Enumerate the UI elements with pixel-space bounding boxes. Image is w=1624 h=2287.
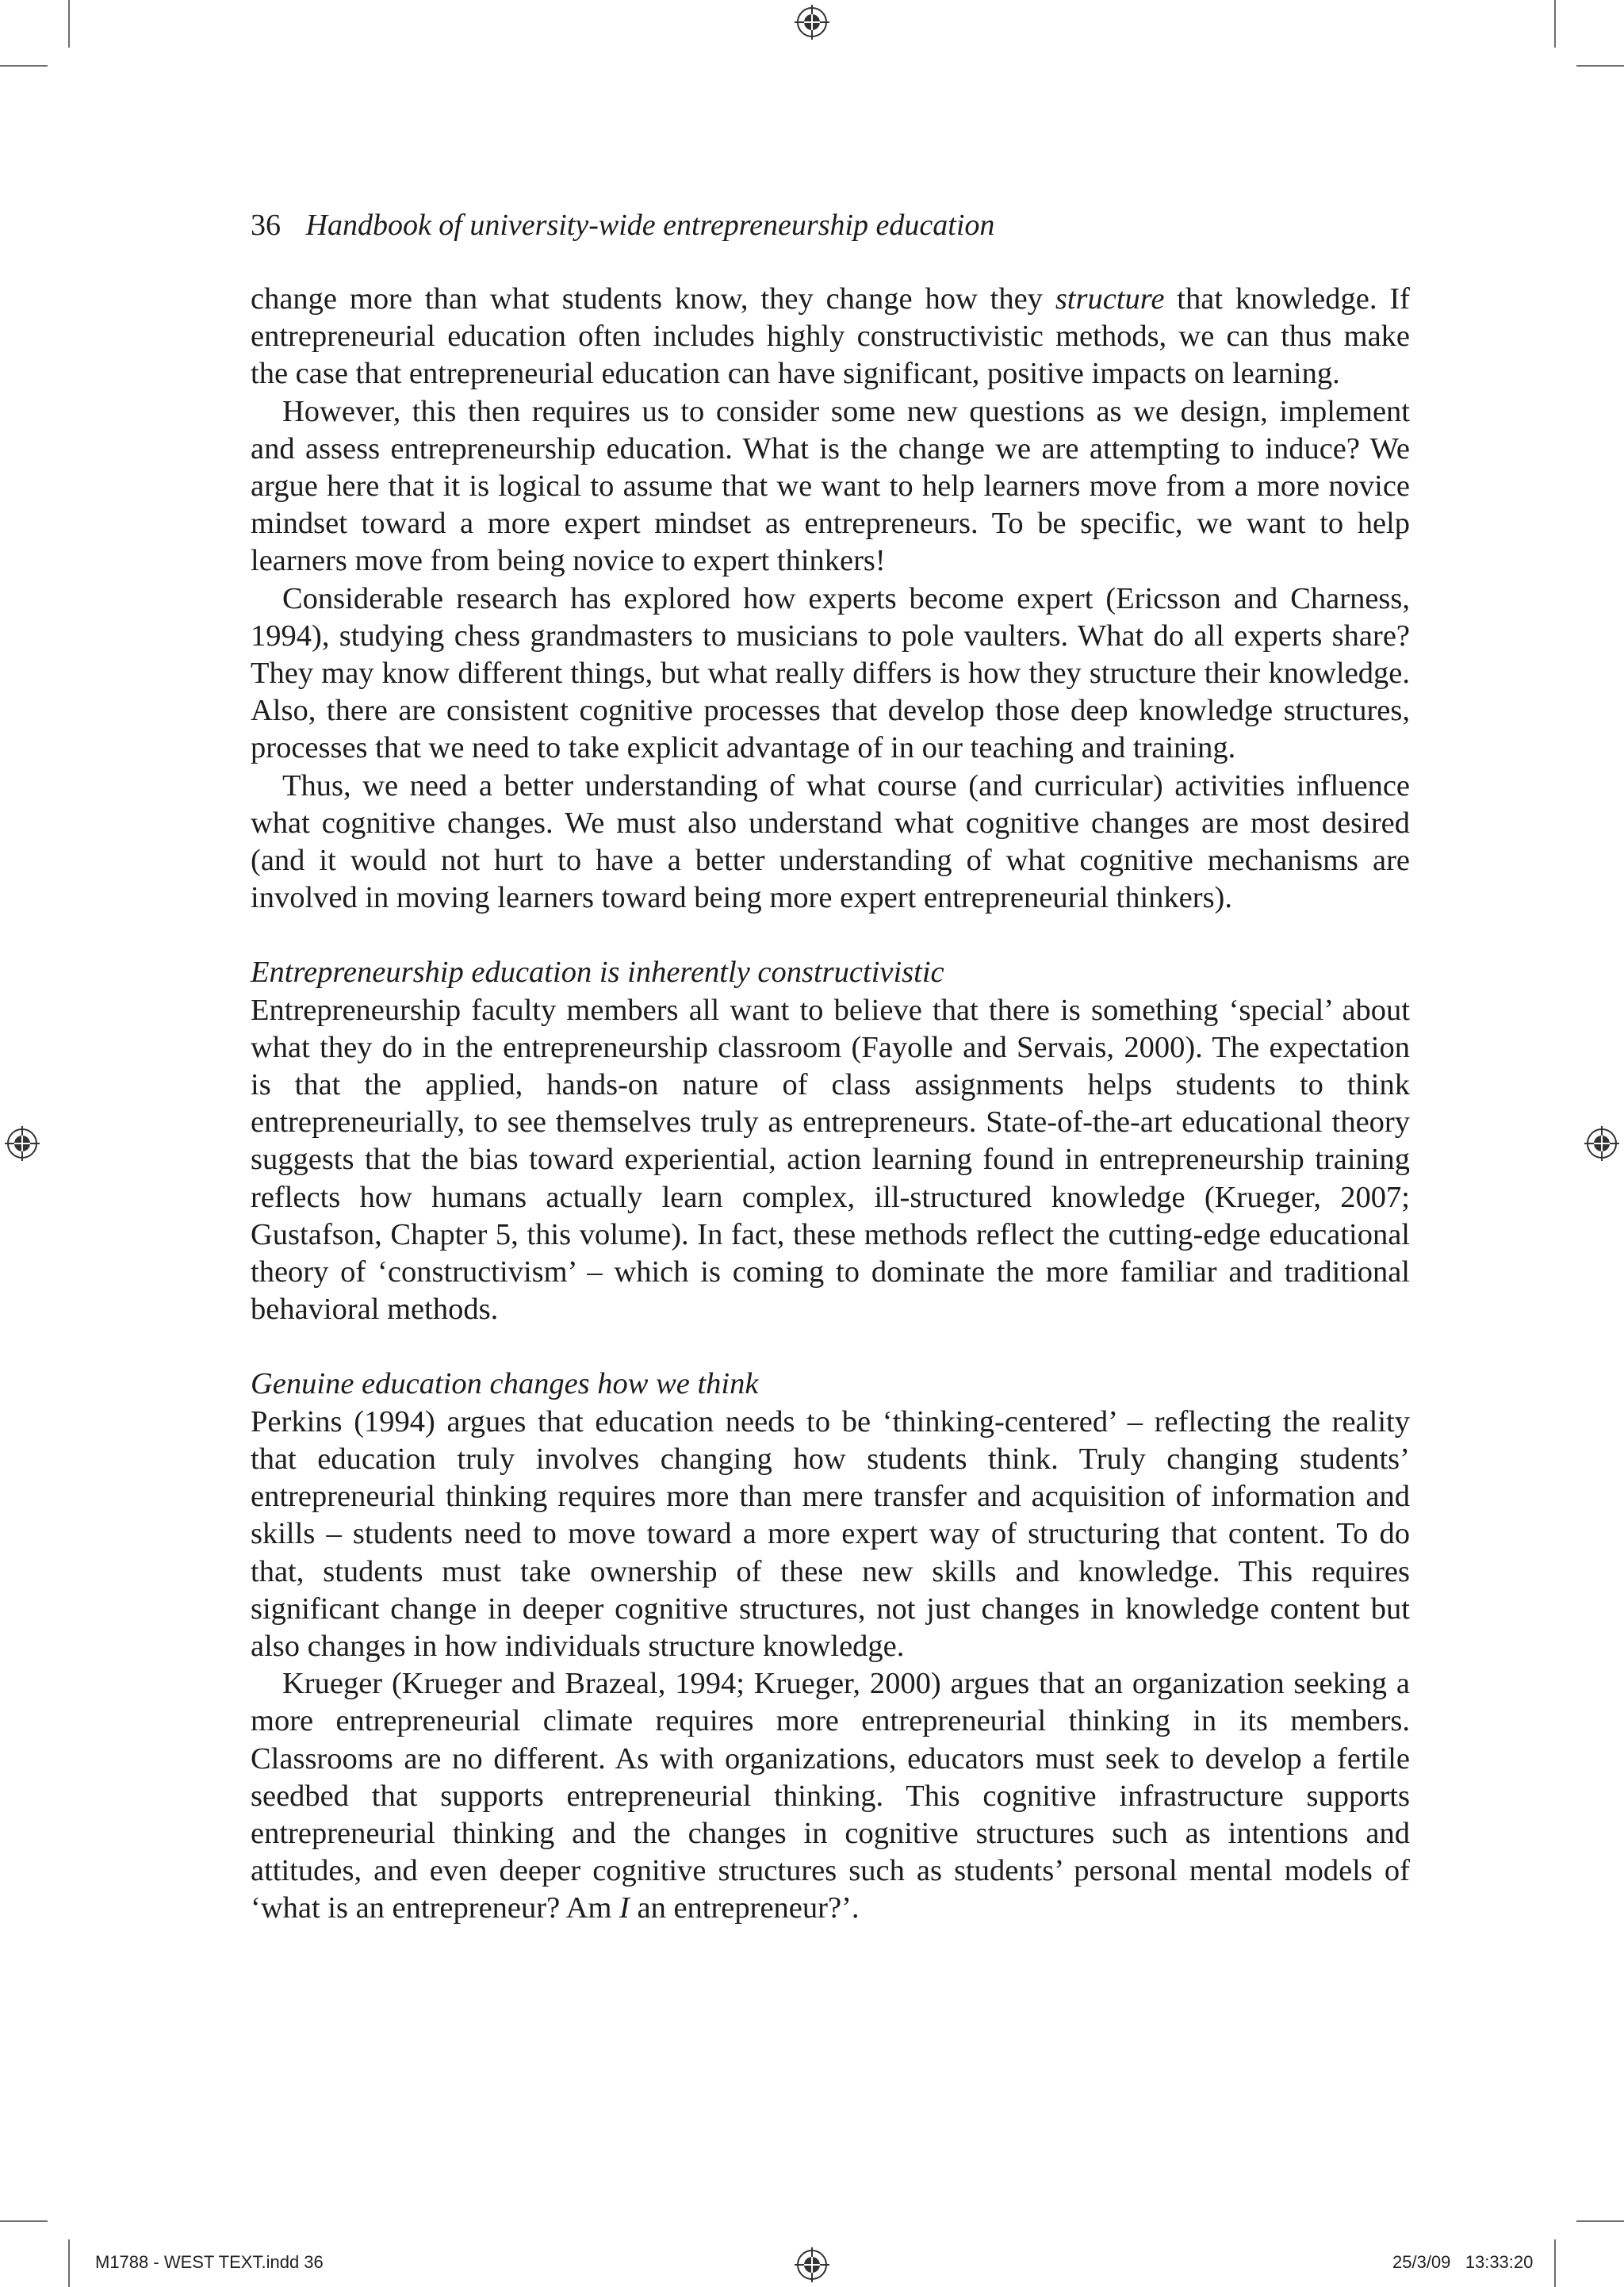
crop-mark bbox=[1554, 2239, 1556, 2287]
date-time-slug: 25/3/09 13:33:20 bbox=[1392, 2252, 1534, 2272]
registration-mark-icon bbox=[1584, 1126, 1619, 1161]
text-run: that knowledge. If entrepreneurial education often includes highly constructivistic methods, we can thus make the case that entrepreneurial education can have significant, positive impacts on learning. bbox=[251, 282, 1410, 391]
text-run: Perkins (1994) argues that education needs to be ‘thinking-centered’ – reflecting the reality that education truly involves changing how students think. Truly changing students’ entrepreneurial thinking requires more than mere transfer and acquisition of information and skills – students need to move toward a more expert way of structuring that content. To do that, students must take ownership of these new skills and knowledge. This requires significant change in deeper cognitive structures, not just changes in knowledge content but also changes in how individuals structure knowledge. bbox=[251, 1404, 1410, 1663]
section-heading bbox=[251, 954, 1410, 991]
text-run: Considerable research has explored how experts become expert (Ericsson and Charness, 1994), studying chess grandmasters to musicians to pole vaulters. What do all experts share? They may know different things, but what really differs is how they structure their knowledge. Also, there are consistent cognitive processes that develop those deep knowledge structures, processes that we need to take explicit advantage of in our teaching and training. bbox=[251, 581, 1410, 765]
emphasis-text: I bbox=[619, 1891, 630, 1925]
body-paragraph bbox=[251, 1665, 1410, 1927]
registration-mark-icon bbox=[795, 5, 829, 40]
text-run: an entrepreneur?’. bbox=[629, 1891, 860, 1925]
text-run: However, this then requires us to consider some new questions as we design, implement and assess entrepreneurship education. What is the change we are attempting to induce? We argue here that it is logical to assume that we want to help learners move from a more novice mindset toward a more expert mindset as entrepreneurs. To be specific, we want to help learners move from being novice to expert thinkers! bbox=[251, 394, 1410, 578]
registration-mark-icon bbox=[5, 1126, 40, 1161]
crop-mark bbox=[68, 2239, 70, 2287]
crop-mark bbox=[1576, 2220, 1624, 2222]
file-info-slug: M1788 - WEST TEXT.indd 36 bbox=[95, 2252, 324, 2272]
page-body bbox=[251, 281, 1410, 1928]
text-run: Entrepreneurship education is inherently constructivistic bbox=[251, 956, 944, 990]
registration-mark-icon bbox=[795, 2247, 829, 2282]
body-paragraph bbox=[251, 393, 1410, 580]
running-title: Handbook of university-wide entrepreneurship education bbox=[305, 209, 995, 242]
text-run: Thus, we need a better understanding of what course (and curricular) activities influence what cognitive changes. We must also understand what cognitive changes are most desired (and it would not hurt to have a better understanding of what cognitive mechanisms are involved in moving learners toward being more expert entrepreneurial thinkers). bbox=[251, 768, 1410, 915]
text-run: Entrepreneurship faculty members all want to believe that there is something ‘special’ about what they do in the entrepreneurship classroom (Fayolle and Servais, 2000). The expectation is that the applied, hands-on nature of class assignments helps students to think entrepreneurially, to see themselves truly as entrepreneurs. State-of-the-art educational theory suggests that the bias toward experiential, action learning found in entrepreneurship training reflects how humans actually learn complex, ill-structured knowledge (Krueger, 2007; Gustafson, Chapter 5, this volume). In fact, these methods reflect the cutting-edge educational theory of ‘constructivism’ – which is coming to dominate the more familiar and traditional behavioral methods. bbox=[251, 993, 1410, 1327]
running-header bbox=[251, 205, 1408, 246]
body-paragraph bbox=[251, 281, 1410, 393]
body-paragraph bbox=[251, 992, 1410, 1329]
body-paragraph bbox=[251, 1404, 1410, 1665]
text-run: change more than what students know, they change how they bbox=[251, 282, 1055, 316]
body-paragraph bbox=[251, 580, 1410, 768]
crop-mark bbox=[0, 2220, 48, 2222]
crop-mark bbox=[1554, 0, 1556, 48]
crop-mark bbox=[1576, 65, 1624, 67]
emphasis-text: structure bbox=[1055, 282, 1165, 316]
crop-mark bbox=[68, 0, 70, 48]
text-run: Genuine education changes how we think bbox=[251, 1367, 759, 1401]
crop-mark bbox=[0, 65, 48, 67]
body-paragraph bbox=[251, 768, 1410, 917]
section-heading bbox=[251, 1366, 1410, 1403]
text-run: Krueger (Krueger and Brazeal, 1994; Krueger, 2000) argues that an organization seeking a more entrepreneurial climate requires more entrepreneurial thinking in its members. Classrooms are no different. As with organizations, educators must seek to develop a fertile seedbed that supports entrepreneurial thinking. This cognitive infrastructure supports entrepreneurial thinking and the changes in cognitive structures such as intentions and attitudes, and even deeper cognitive structures such as students’ personal mental models of ‘what is an entrepreneur? Am bbox=[251, 1667, 1410, 1925]
page-number: 36 bbox=[251, 209, 281, 242]
